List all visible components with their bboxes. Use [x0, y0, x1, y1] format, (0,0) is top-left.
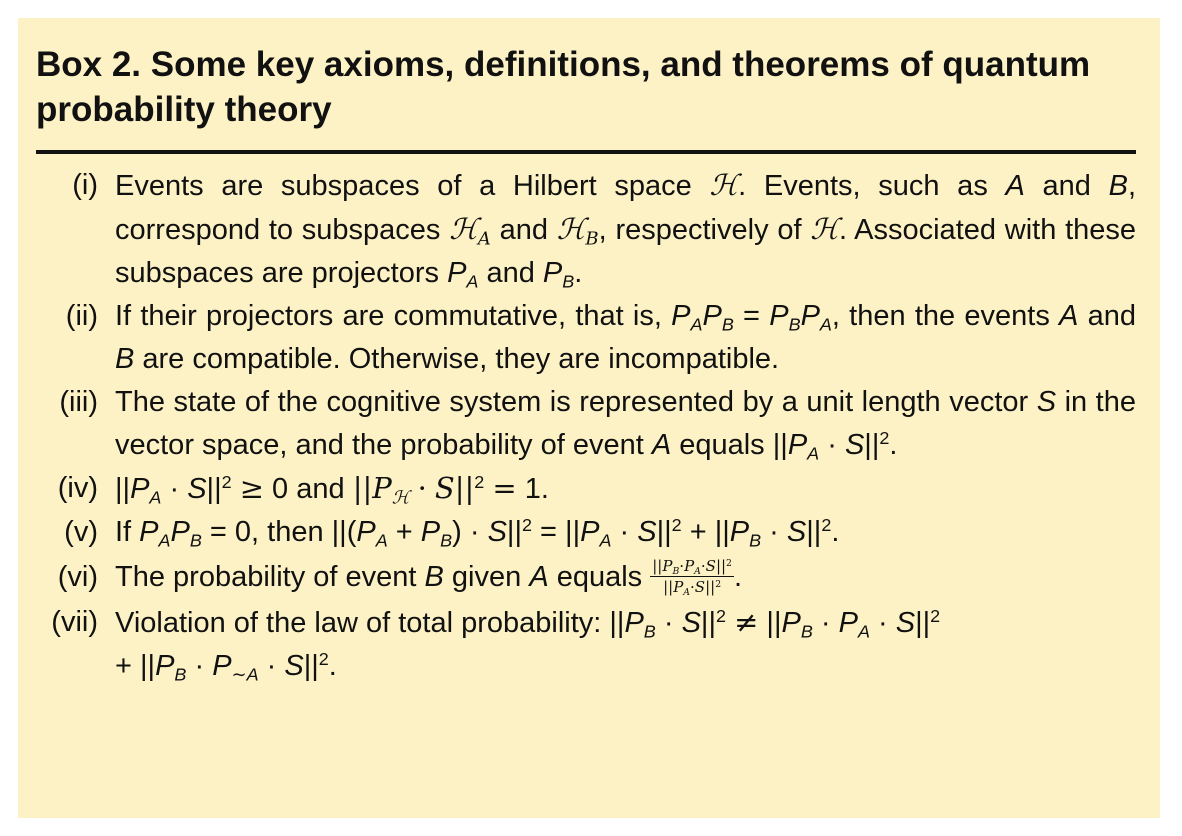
list-item: [18, 164, 1160, 295]
item-number: (ii): [65, 300, 98, 332]
conditional-fraction: $\frac{||P_B\cdot P_A\cdot S||^2}{||P_A\cdot S||^2}$: [652, 556, 732, 598]
item-text: Events are subspaces of a Hilbert space ℋ. Events, such as A and B, correspond to subspaces ℋ$_A$ and ℋ$_B$, respectively of ℋ. Associated with these subspaces are projectors $P_A$ and $P_B$.: [115, 168, 1137, 292]
item-number: (vi): [57, 561, 98, 593]
item-number: (iii): [59, 386, 98, 418]
item-text: If their projectors are commutative, that is, $P_AP_B = P_BP_A$, then the events A and B are compatible. Otherwise, they are incompatible.: [115, 300, 1136, 375]
item-number: (vii): [51, 606, 98, 638]
item-number: (iv): [57, 472, 98, 504]
axiom-list: [18, 164, 1160, 688]
list-item: [18, 556, 1160, 599]
list-item: [18, 511, 1160, 554]
list-item: [18, 295, 1160, 381]
item-text: The probability of event B given A equals $\frac{||P_B\cdot P_A\cdot S||^2}{||P_A\cdot S||^2}$ .: [115, 556, 743, 598]
box-title: Box 2. Some key axioms, definitions, and theorems of quantum probability theory: [36, 45, 1091, 129]
item-number: (i): [72, 169, 98, 201]
item-text: The state of the cognitive system is represented by a unit length vector S in the vector space, and the probability of event A equals $||P_A \cdot S||^2$.: [115, 386, 1136, 464]
info-box: [18, 18, 1160, 818]
list-item: [18, 381, 1160, 467]
title-rule: [36, 150, 1136, 154]
item-text: $||P_A \cdot S||^2 \ge 0$ and $||P_ℋ \cdot S||^2 = 1$.: [115, 471, 549, 509]
item-text: Violation of the law of total probability: $||P_B \cdot S||^2 \ne ||P_B \cdot P_A \cdot S||^2$ + $||P_B \cdot P_{\sim A} \cdot S||^2$.: [115, 605, 941, 685]
list-item: [18, 467, 1160, 511]
list-item: [18, 601, 1160, 688]
item-text: If $P_AP_B = 0$, then $||(P_A + P_B) \cdot S||^2 = ||P_A \cdot S||^2 + ||P_B \cdot S||^2$.: [115, 515, 840, 551]
item-number: (v): [64, 516, 98, 548]
